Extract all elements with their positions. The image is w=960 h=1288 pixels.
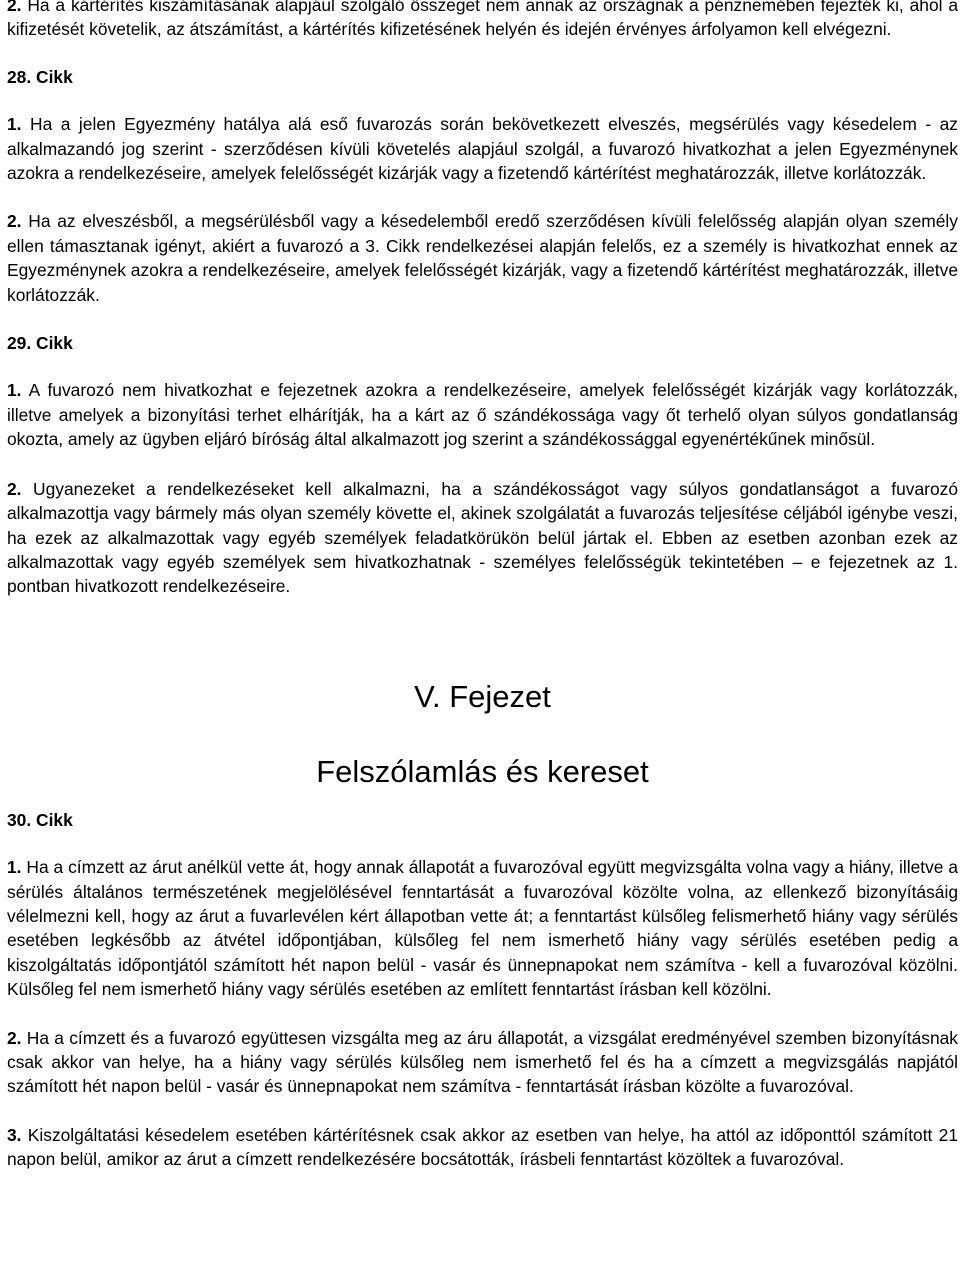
article-29-heading: 29. Cikk — [7, 333, 73, 354]
paragraph-number: 1. — [7, 857, 22, 878]
paragraph-text: Ugyanezeket a rendelkezéseket kell alkalmazni, ha a szándékosságot vagy súlyos gondatlanságot a fuvarozó alkalmazottja vagy bármely más olyan személy követte el, akinek szolgálatát a fuvarozás teljesítése céljából igénybe veszi, ha ezek az alkalmazottak vagy egyéb személyek feladatkörükön belül jártak el. Ebben az esetben azonban ezek az alkalmazottak vagy egyéb személyek sem hivatkozhatnak - személyes felelősségük tekintetében – e fejezetnek az 1. pontban hivatkozott rendelkezéseire. — [7, 478, 958, 597]
intro-paragraph — [7, 0, 958, 42]
paragraph-number: 2. — [7, 211, 22, 232]
paragraph-text: Ha az elveszésből, a megsérülésből vagy a késedelemből eredő szerződésen kívüli felelősség alapján olyan személy ellen támasztanak igényt, akiért a fuvarozó a 3. Cikk rendelkezései alapján felelős, ez a személy is hivatkozhat ennek az Egyezménynek azokra a rendelkezéseire, amelyek felelősségét kizárják, vagy a fizetendő kártérítést meghatározzák, illetve korlátozzák. — [7, 211, 958, 305]
article-30-paragraph-2 — [7, 1026, 958, 1099]
article-30-paragraph-1 — [7, 855, 958, 1001]
paragraph-text: Ha a jelen Egyezmény hatálya alá eső fuvarozás során bekövetkezett elveszés, megsérülés vagy késedelem - az alkalmazandó jog szerint - szerződésen kívüli követelés alapjául szolgál, a fuvarozó hivatkozhat a jelen Egyezménynek azokra a rendelkezéseire, amelyek felelősségét kizárják vagy a fizetendő kártérítést meghatározzák, illetve korlátozzák. — [7, 114, 958, 184]
paragraph-text: Ha a címzett és a fuvarozó együttesen vizsgálta meg az áru állapotát, a vizsgálat eredményével szemben bizonyításnak csak akkor van helye, ha a hiány vagy sérülés külsőleg nem ismerhető fel és ha a címzett a megvizsgálás napjától számított hét napon belül - vasár és ünnepnapokat nem számítva - fenntartását írásban közölte a fuvarozóval. — [7, 1027, 958, 1097]
paragraph-number: 1. — [7, 114, 22, 135]
chapter-title: Felszólamlás és kereset — [316, 753, 649, 789]
article-30-paragraph-3 — [7, 1123, 958, 1172]
article-29-paragraph-2 — [7, 477, 958, 599]
paragraph-number: 3. — [7, 1124, 22, 1145]
paragraph-text: A fuvarozó nem hivatkozhat e fejezetnek azokra a rendelkezéseire, amelyek felelősségét kizárják vagy korlátozzák, illetve amelyek a bizonyítási terhet elhárítják, ha a kárt az ő szándékossága vagy őt terhelő olyan súlyos gondatlanság okozta, amely az ügyben eljáró bíróság által alkalmazott jog szerint a szándékossággal egyenértékűnek minősül. — [7, 380, 958, 450]
document-body — [7, 0, 958, 1172]
paragraph-number: 2. — [7, 1027, 22, 1048]
paragraph-text: Ha a címzett az árut anélkül vette át, hogy annak állapotát a fuvarozóval együtt megvizsgálta volna vagy a hiány, illetve a sérülés általános természetének megjelölésével fenntartását a fuvarozóval közölte volna, az ellenkező bizonyításáig vélelmezni kell, hogy az árut a fuvarlevélen kért állapotban vette át; a fenntartást külsőleg felismerhető hiány vagy sérülés esetében legkésőbb az átvétel időpontjában, külsőleg fel nem ismerhető hiány vagy sérülés esetében pedig a kiszolgáltatás időpontjától számított hét napon belül - vasár és ünnepnapokat nem számítva - kell a fuvarozóval közölni. Külsőleg fel nem ismerhető hiány vagy sérülés esetében az említett fenntartást írásban kell közölni. — [7, 857, 958, 1000]
article-28-heading: 28. Cikk — [7, 66, 73, 87]
paragraph-number: 1. — [7, 380, 22, 401]
paragraph-text: Ha a kártérítés kiszámításának alapjául szolgáló összeget nem annak az országnak a pénznemében fejezték ki, ahol a kifizetését követelik, az átszámítást, a kártérítés kifizetésének helyén és idején érvényes árfolyamon kell elvégezni. — [7, 0, 958, 40]
article-28-paragraph-1 — [7, 112, 958, 185]
paragraph-text: Kiszolgáltatási késedelem esetében kártérítésnek csak akkor az esetben van helye, ha attól az időponttól számított 21 napon belül, amikor az árut a címzett rendelkezésére bocsátották, írásbeli fenntartást közöltek a fuvarozóval. — [7, 1124, 958, 1170]
article-29-paragraph-1 — [7, 378, 958, 451]
paragraph-number: 2. — [7, 0, 22, 15]
paragraph-number: 2. — [7, 478, 22, 499]
article-28-paragraph-2 — [7, 209, 958, 307]
article-30-heading: 30. Cikk — [7, 809, 73, 830]
chapter-number: V. Fejezet — [414, 678, 551, 714]
